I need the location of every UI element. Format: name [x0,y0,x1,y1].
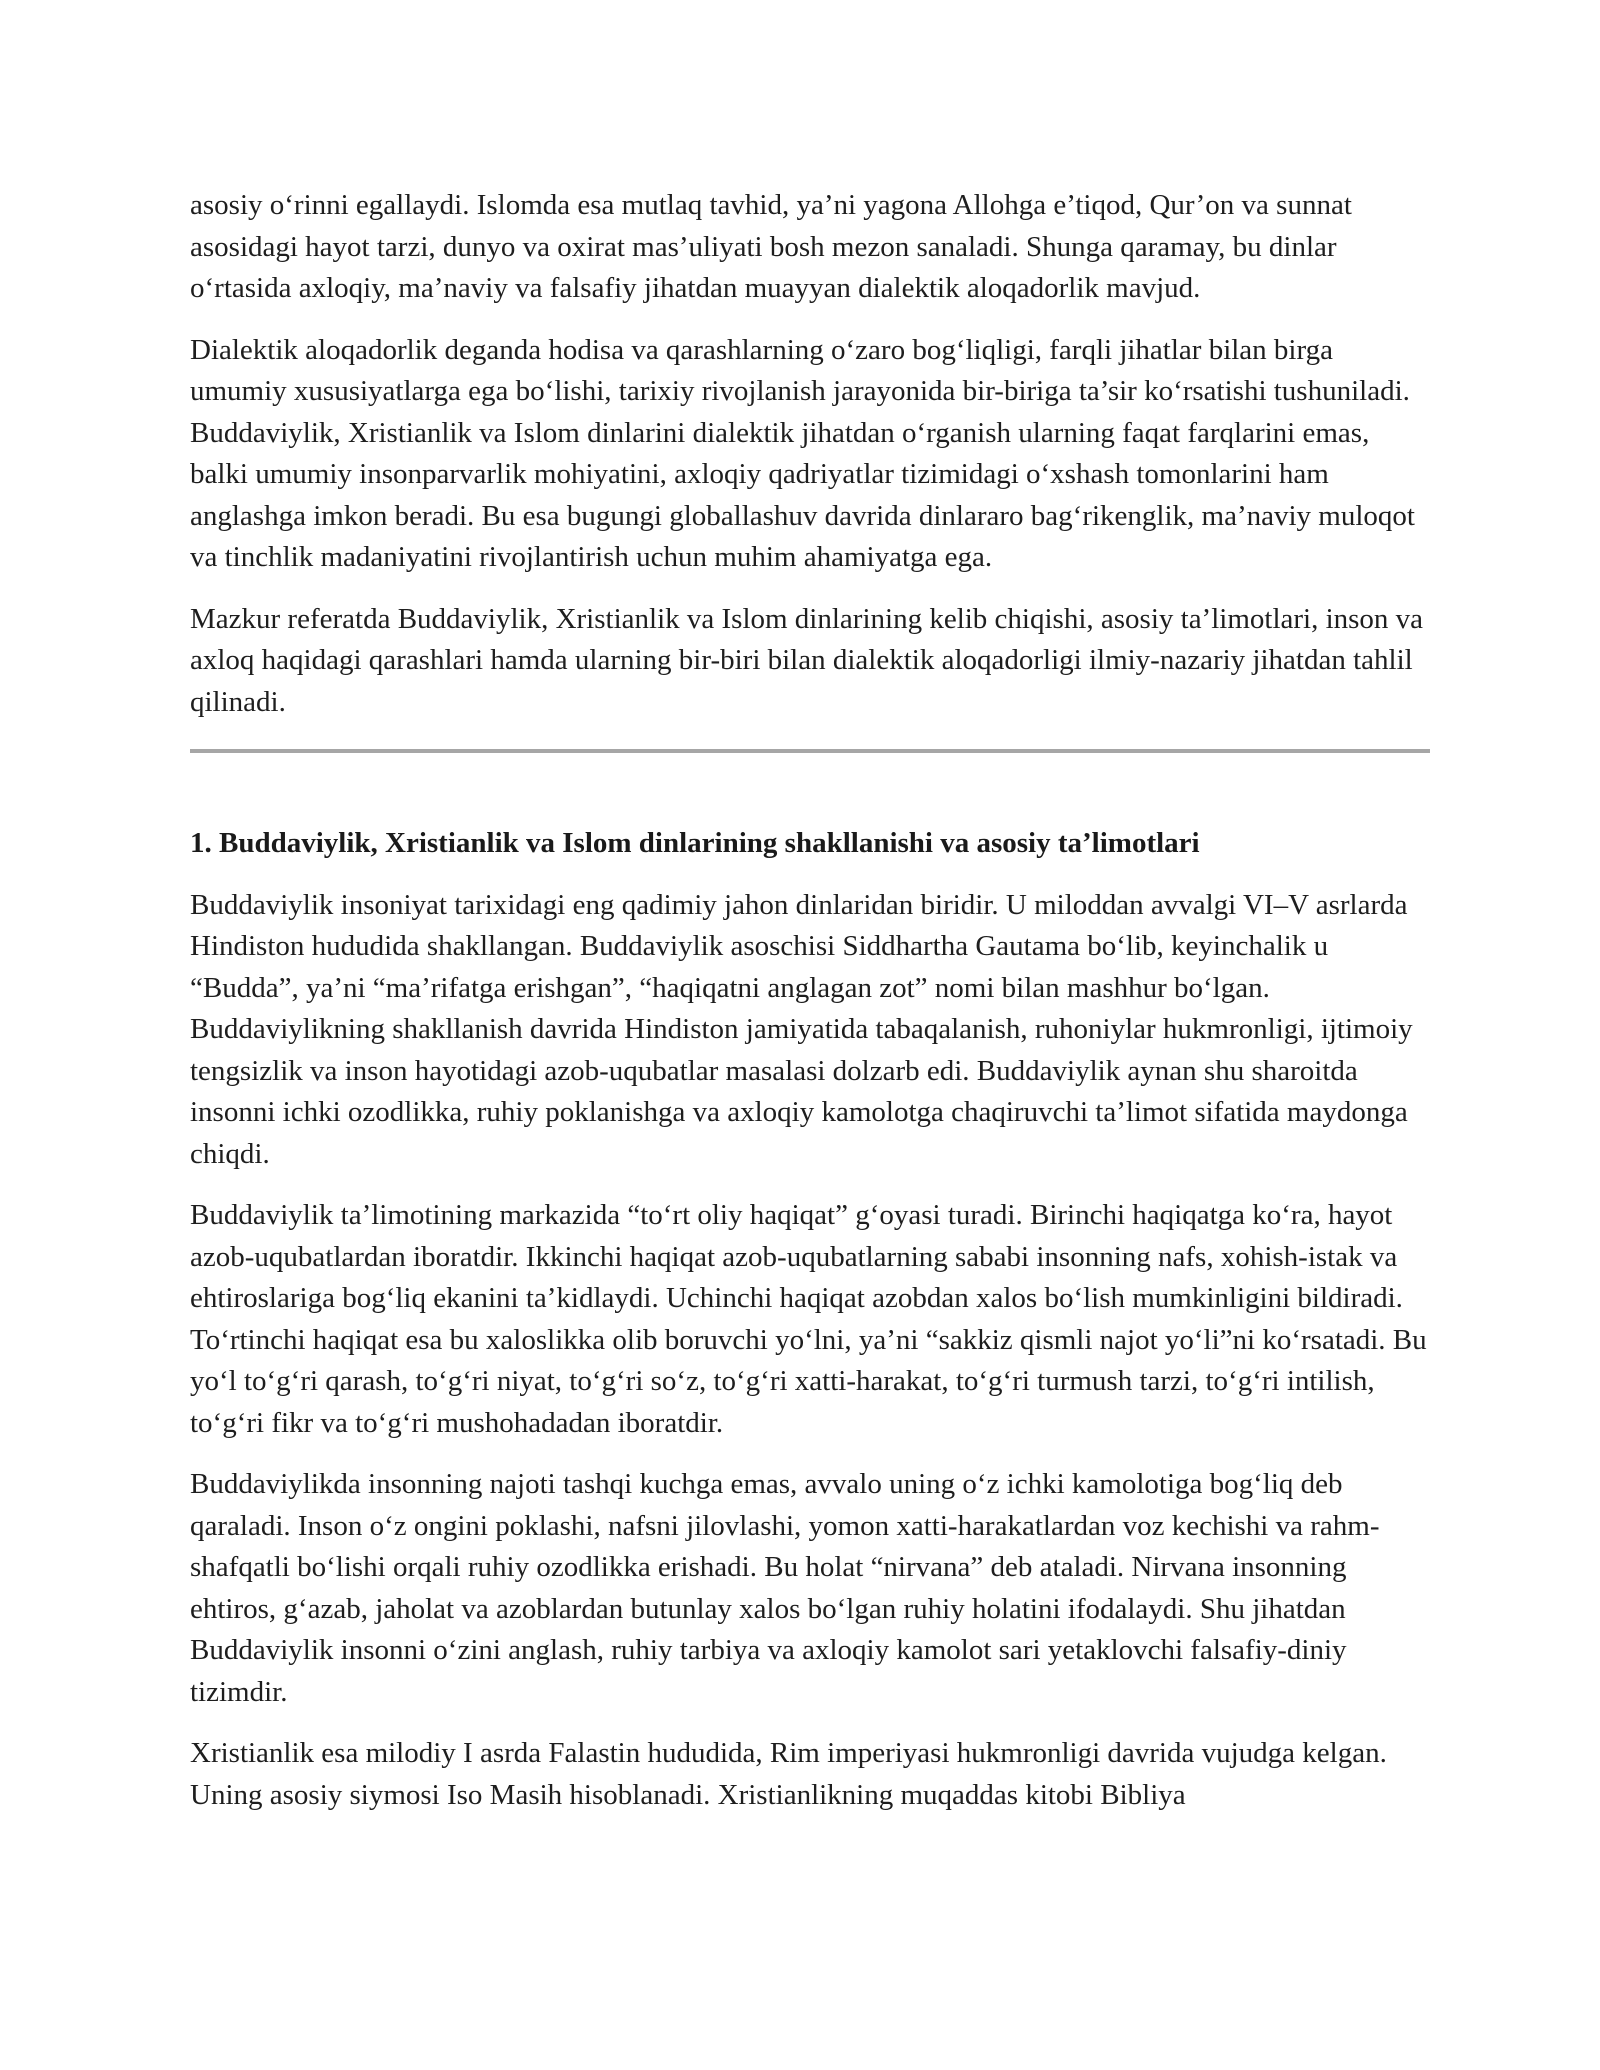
intro-paragraph-1: asosiy o‘rinni egallaydi. Islomda esa mutlaq tavhid, ya’ni yagona Allohga e’tiqod, Qur’on va sunnat asosidagi hayot tarzi, dunyo va oxirat mas’uliyati bosh mezon sanaladi. Shunga qaramay, bu dinlar o‘rtasida axloqiy, ma’naviy va falsafiy jihatdan muayyan dialektik aloqadorlik mavjud. [190,189,1352,304]
section-paragraph-4: Xristianlik esa milodiy I asrda Falastin hududida, Rim imperiyasi hukmronligi davrida vujudga kelgan. Uning asosiy siymosi Iso Masih hisoblanadi. Xristianlikning muqaddas kitobi Bibliya [190,1737,1387,1811]
intro-paragraph-2: Dialektik aloqadorlik deganda hodisa va qarashlarning o‘zaro bog‘liqligi, farqli jihatlar bilan birga umumiy xususiyatlarga ega bo‘lishi, tarixiy rivojlanish jarayonida bir-biriga ta’sir ko‘rsatishi tushuniladi. Buddaviylik, Xristianlik va Islom dinlarini dialektik jihatdan o‘rganish ularning faqat farqlarini emas, balki umumiy insonparvarlik mohiyatini, axloqiy qadriyatlar tizimidagi o‘xshash tomonlarini ham anglashga imkon beradi. Bu esa bugungi globallashuv davrida dinlararo bag‘rikenglik, ma’naviy muloqot va tinchlik madaniyatini rivojlantirish uchun muhim ahamiyatga ega. [190,333,1415,573]
section-paragraph-1: Buddaviylik insoniyat tarixidagi eng qadimiy jahon dinlaridan biridir. U miloddan avvalgi VI–V asrlarda Hindiston hududida shakllangan. Buddaviylik asoschisi Siddhartha Gautama bo‘lib, keyinchalik u “Budda”, ya’ni “ma’rifatga erishgan”, “haqiqatni anglagan zot” nomi bilan mashhur bo‘lgan. Buddaviylikning shakllanish davrida Hindiston jamiyatida tabaqalanish, ruhoniylar hukmronligi, ijtimoiy tengsizlik va inson hayotidagi azob-uqubatlar masalasi dolzarb edi. Buddaviylik aynan shu sharoitda insonni ichki ozodlikka, ruhiy poklanishga va axloqiy kamolotga chaqiruvchi ta’limot sifatida maydonga chiqdi. [190,888,1413,1170]
section-paragraph-2: Buddaviylik ta’limotining markazida “to‘rt oliy haqiqat” g‘oyasi turadi. Birinchi haqiqatga ko‘ra, hayot azob-uqubatlardan iboratdir. Ikkinchi haqiqat azob-uqubatlarning sababi insonning nafs, xohish-istak va ehtiroslariga bog‘liq ekanini ta’kidlaydi. Uchinchi haqiqat azobdan xalos bo‘lish mumkinligini bildiradi. To‘rtinchi haqiqat esa bu xaloslikka olib boruvchi yo‘lni, ya’ni “sakkiz qismli najot yo‘li”ni ko‘rsatadi. Bu yo‘l to‘g‘ri qarash, to‘g‘ri niyat, to‘g‘ri so‘z, to‘g‘ri xatti-harakat, to‘g‘ri turmush tarzi, to‘g‘ri intilish, to‘g‘ri fikr va to‘g‘ri mushohadadan iboratdir. [190,1199,1427,1439]
intro-paragraph-3: Mazkur referatda Buddaviylik, Xristianlik va Islom dinlarining kelib chiqishi, asosiy ta’limotlari, inson va axloq haqidagi qarashlari hamda ularning bir-biri bilan dialektik aloqadorligi ilmiy-nazariy jihatdan tahlil qilinadi. [190,602,1424,718]
section-heading: 1. Buddaviylik, Xristianlik va Islom dinlarining shakllanishi va asosiy ta’limotlari [190,827,1200,859]
section-paragraph-3: Buddaviylikda insonning najoti tashqi kuchga emas, avvalo uning o‘z ichki kamolotiga bog‘liq deb qaraladi. Inson o‘z ongini poklashi, nafsni jilovlashi, yomon xatti-harakatlardan voz kechishi va rahm-shafqatli bo‘lishi orqali ruhiy ozodlikka erishadi. Bu holat “nirvana” deb ataladi. Nirvana insonning ehtiros, g‘azab, jaholat va azoblardan butunlay xalos bo‘lgan ruhiy holatini ifodalaydi. Shu jihatdan Buddaviylik insonni o‘zini anglash, ruhiy tarbiya va axloqiy kamolot sari yetaklovchi falsafiy-diniy tizimdir. [190,1468,1380,1708]
document-body [190,185,1430,1836]
section-divider [190,749,1430,753]
